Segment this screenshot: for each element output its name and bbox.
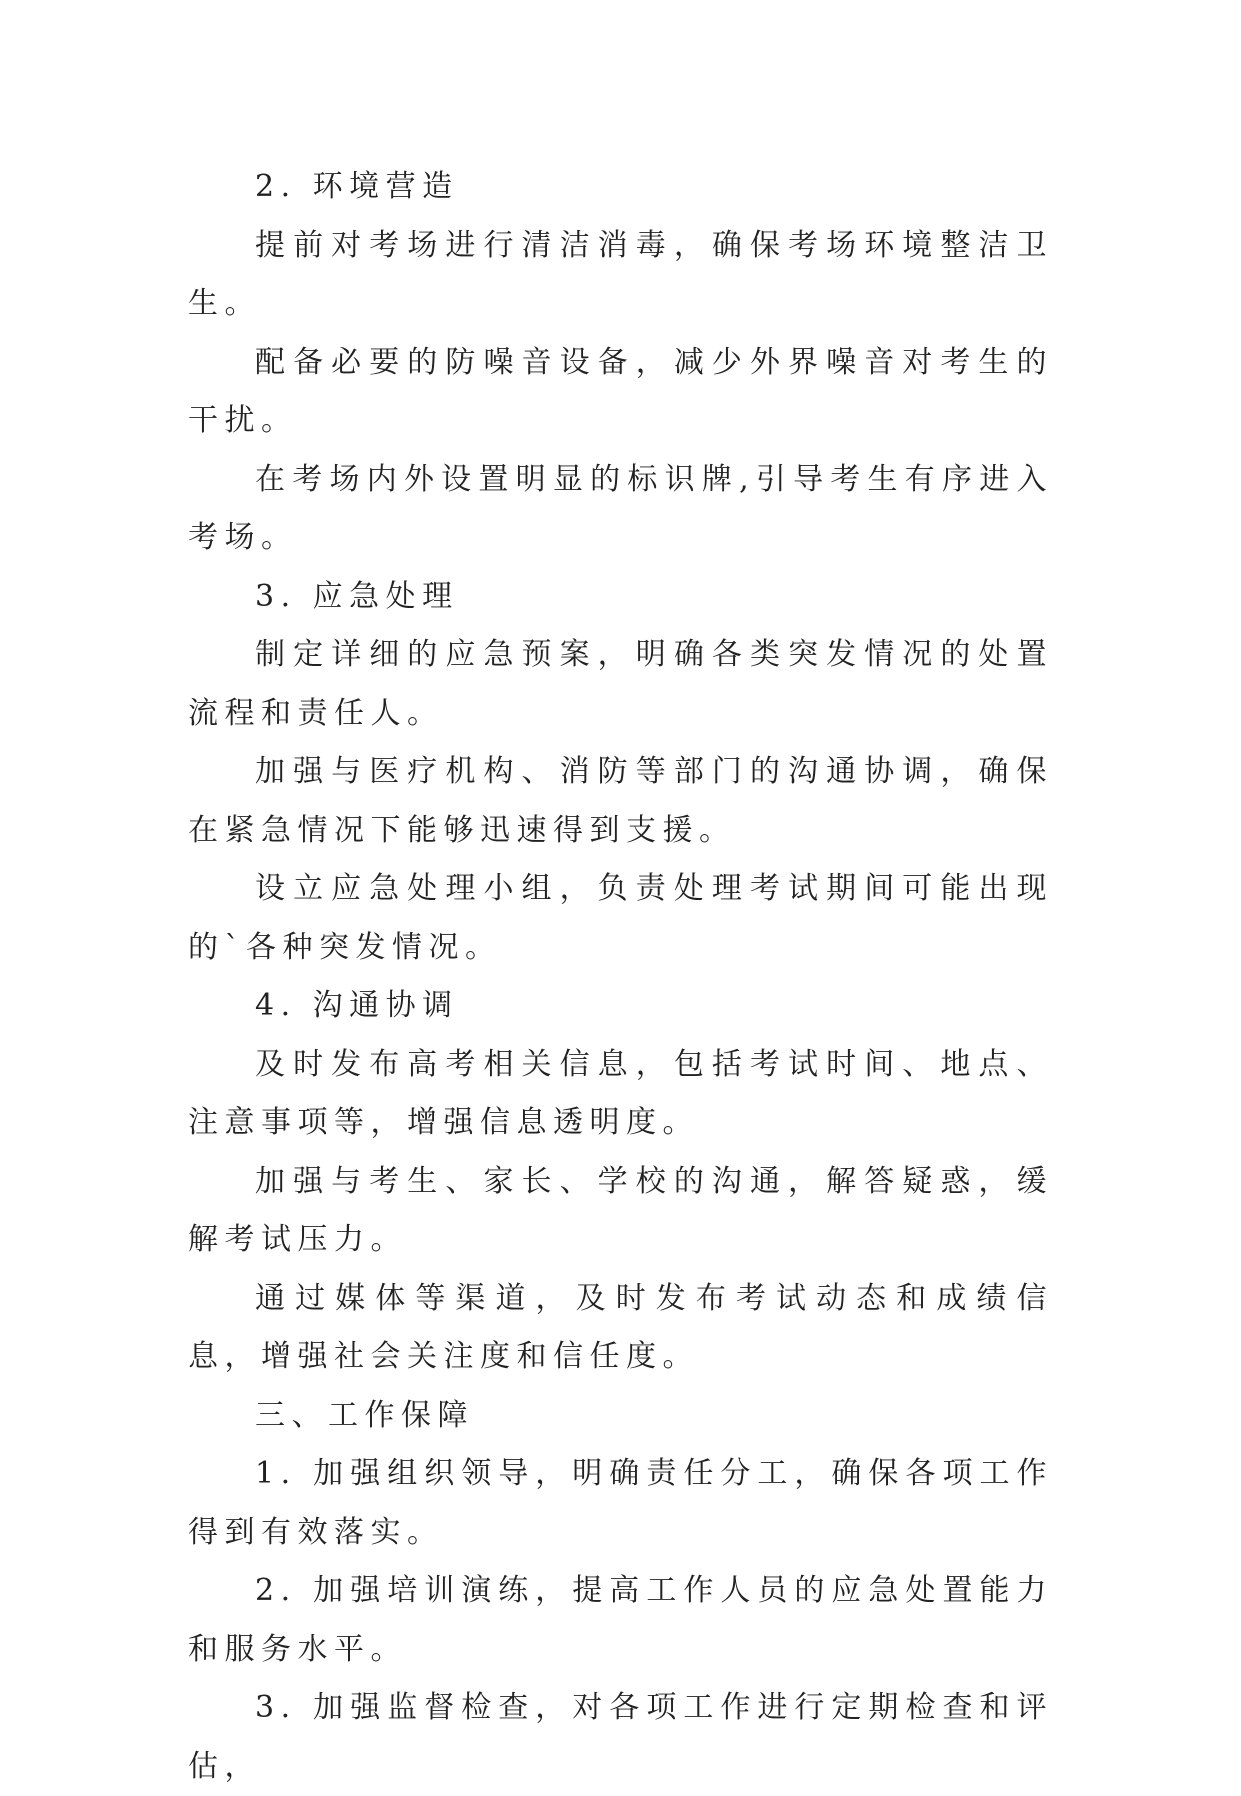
document-body bbox=[188, 158, 1053, 1796]
paragraph: 3. 加强监督检查，对各项工作进行定期检查和评估， bbox=[188, 1690, 1053, 1784]
paragraph: 配备必要的防噪音设备，减少外界噪音对考生的干扰。 bbox=[188, 344, 1053, 438]
paragraph: 设立应急处理小组，负责处理考试期间可能出现的`各种突发情况。 bbox=[188, 871, 1053, 965]
subheading-communication: 4. 沟通协调 bbox=[255, 988, 459, 1023]
section-heading-work-guarantee: 三、工作保障 bbox=[255, 1397, 474, 1433]
paragraph: 加强与考生、家长、学校的沟通，解答疑惑，缓解考试压力。 bbox=[188, 1163, 1053, 1257]
paragraph: 在考场内外设置明显的标识牌,引导考生有序进入考场。 bbox=[188, 461, 1053, 555]
paragraph: 提前对考场进行清洁消毒，确保考场环境整洁卫生。 bbox=[188, 227, 1053, 321]
paragraph: 1. 加强组织领导，明确责任分工，确保各项工作得到有效落实。 bbox=[188, 1456, 1053, 1550]
subheading-emergency: 3. 应急处理 bbox=[255, 578, 459, 614]
paragraph: 加强与医疗机构、消防等部门的沟通协调，确保在紧急情况下能够迅速得到支援。 bbox=[188, 754, 1053, 848]
subheading-environment: 2. 环境营造 bbox=[255, 169, 459, 204]
paragraph: 通过媒体等渠道，及时发布考试动态和成绩信息，增强社会关注度和信任度。 bbox=[188, 1280, 1053, 1374]
paragraph: 及时发布高考相关信息，包括考试时间、地点、注意事项等，增强信息透明度。 bbox=[188, 1046, 1053, 1140]
paragraph: 2. 加强培训演练，提高工作人员的应急处置能力和服务水平。 bbox=[188, 1573, 1053, 1667]
paragraph: 制定详细的应急预案，明确各类突发情况的处置流程和责任人。 bbox=[188, 637, 1053, 731]
